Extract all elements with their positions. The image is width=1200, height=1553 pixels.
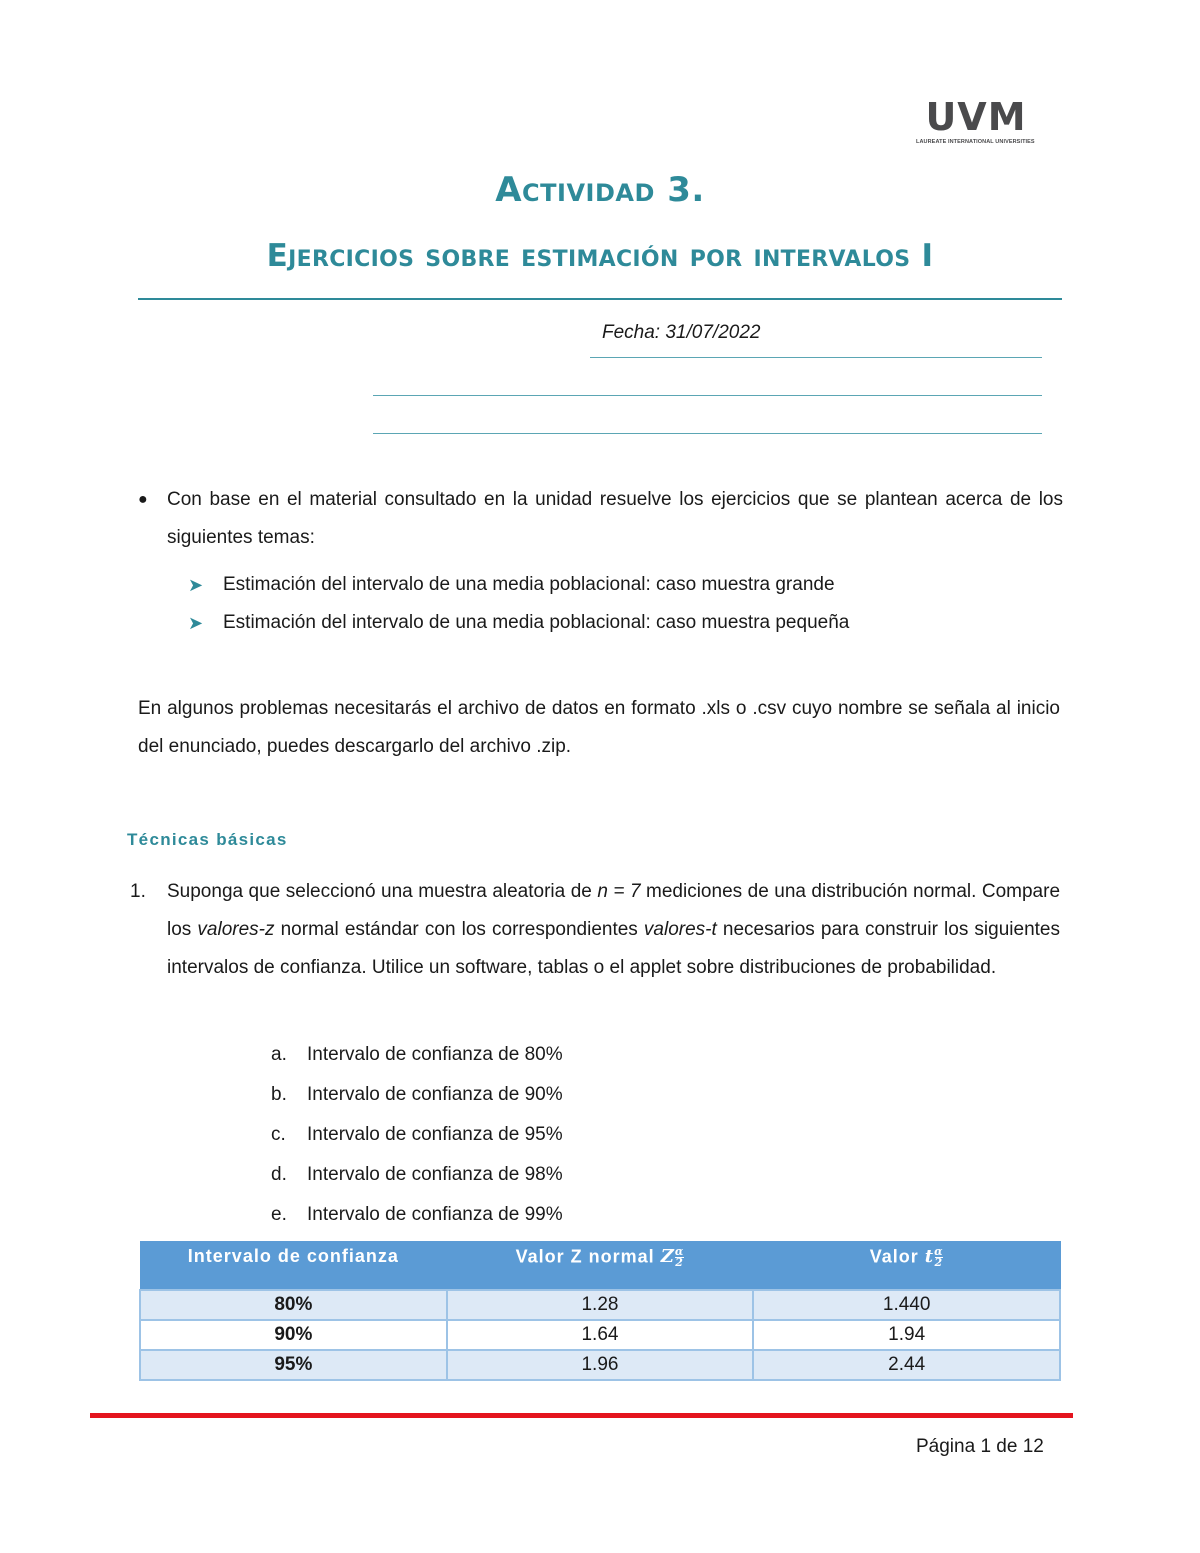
cell-interval: 95% [140, 1350, 447, 1380]
cell-t: 1.440 [753, 1290, 1060, 1320]
arrow-bullet-icon: ➤ [188, 575, 204, 595]
formula-n: n = 7 [597, 881, 641, 902]
fecha-underline [590, 357, 1042, 358]
term-valores-t: valores-t [643, 919, 717, 940]
fecha-field: Fecha: 31/07/2022 [602, 322, 761, 343]
footer-divider [90, 1413, 1073, 1418]
confidence-table [139, 1241, 1061, 1381]
cell-t: 1.94 [753, 1320, 1060, 1350]
page-number: Página 1 de 12 [916, 1436, 1044, 1457]
header-t: Valor $t_{\frac{\alpha}{2}}$ [753, 1242, 1060, 1291]
topic-text: Estimación del intervalo de una media poblacional: caso muestra pequeña [223, 612, 850, 633]
option-item: e. Intervalo de confianza de 99% [271, 1204, 563, 1225]
cell-z: 1.96 [447, 1350, 754, 1380]
blank-line-1 [373, 395, 1042, 396]
title-divider [138, 298, 1062, 300]
data-file-paragraph: En algunos problemas necesitarás el archivo de datos en formato .xls o .csv cuyo nombre se señala al inicio del enunciado, puedes descargarlo del archivo .zip. [138, 698, 1060, 757]
table-row [140, 1290, 1060, 1320]
bullet-dot-icon: ● [138, 491, 148, 508]
topic-text: Estimación del intervalo de una media poblacional: caso muestra grande [223, 574, 835, 595]
option-item: d. Intervalo de confianza de 98% [271, 1164, 563, 1185]
option-item: c. Intervalo de confianza de 95% [271, 1124, 563, 1145]
question-text: Suponga que seleccionó una muestra aleatoria de n = 7 mediciones de una distribución normal. Compare los valores-z normal estándar con los correspondientes valores-t necesarios para construir los siguientes intervalos de confianza. Utilice un software, tablas o el applet sobre distribuciones de probabilidad. [167, 881, 1061, 978]
page-subtitle: Ejercicios sobre estimación por intervalos I [266, 238, 934, 274]
cell-t: 2.44 [753, 1350, 1060, 1380]
cell-z: 1.64 [447, 1320, 754, 1350]
cell-interval: 90% [140, 1320, 447, 1350]
logo-wordmark: UVM [925, 95, 1027, 139]
section-heading: Técnicas básicas [127, 830, 288, 849]
arrow-bullet-icon: ➤ [188, 613, 204, 633]
intro-bullet-text: Con base en el material consultado en la unidad resuelve los ejercicios que se plantean acerca de los siguientes temas: [167, 489, 1063, 548]
table-row [140, 1350, 1060, 1380]
blank-line-2 [373, 433, 1042, 434]
option-item: a. Intervalo de confianza de 80% [271, 1044, 563, 1065]
option-item: b. Intervalo de confianza de 90% [271, 1084, 563, 1105]
page-title: Actividad 3. [495, 170, 705, 210]
logo-subtitle: LAUREATE INTERNATIONAL UNIVERSITIES [916, 139, 1035, 145]
uvm-logo [914, 95, 1038, 150]
cell-interval: 80% [140, 1290, 447, 1320]
table-row [140, 1320, 1060, 1350]
cell-z: 1.28 [447, 1290, 754, 1320]
header-interval: Intervalo de confianza [140, 1242, 447, 1291]
table-header-row [140, 1242, 1060, 1291]
term-valores-z: valores-z [197, 919, 275, 940]
header-z: Valor Z normal $Z_{\frac{\alpha}{2}}$ [447, 1242, 754, 1291]
question-number: 1. [130, 881, 146, 902]
